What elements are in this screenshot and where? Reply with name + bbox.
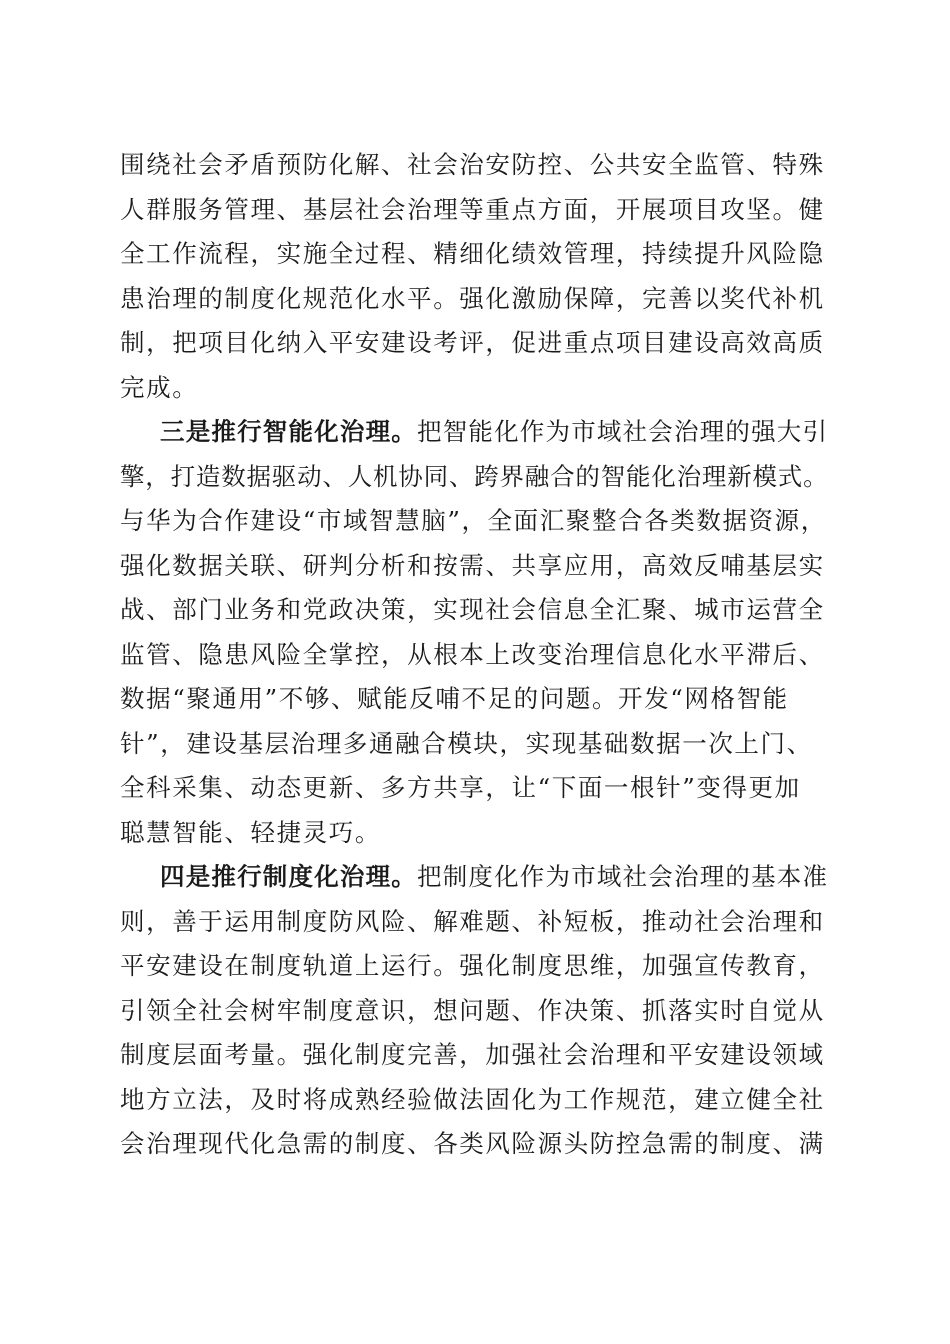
text-span: 把智能化作为市域社会治理的强大引 — [417, 417, 829, 446]
text-line: 全工作流程，实施全过程、精细化绩效管理，持续提升风险隐 — [120, 239, 825, 268]
text-line: 聪慧智能、轻捷灵巧。 — [120, 818, 381, 847]
text-span: 把制度化作为市域社会治理的基本准 — [417, 862, 829, 891]
text-line: 针”，建设基层治理多通融合模块，实现基础数据一次上门、 — [120, 729, 813, 758]
text-line: 数据“聚通用”不够、赋能反哺不足的问题。开发“网格智能 — [120, 684, 789, 713]
text-line: 引领全社会树牢制度意识，想问题、作决策、抓落实时自觉从 — [120, 996, 825, 1025]
text-line: 人群服务管理、基层社会治理等重点方面，开展项目攻坚。健 — [120, 195, 825, 224]
text-line: 患治理的制度化规范化水平。强化激励保障，完善以奖代补机 — [120, 284, 825, 313]
text-line: 则，善于运用制度防风险、解难题、补短板，推动社会治理和 — [120, 907, 825, 936]
text-line: 擎，打造数据驱动、人机协同、跨界融合的智能化治理新模式。 — [120, 462, 829, 491]
text-line: 制度层面考量。强化制度完善，加强社会治理和平安建设领域 — [120, 1040, 825, 1069]
text-line: 地方立法，及时将成熟经验做法固化为工作规范，建立健全社 — [120, 1085, 825, 1114]
text-line: 全科采集、动态更新、多方共享，让“下面一根针”变得更加 — [120, 773, 801, 802]
paragraph-lead-heading: 三是推行智能化治理。 — [160, 417, 417, 446]
text-line: 与华为合作建设“市域智慧脑”，全面汇聚整合各类数据资源， — [120, 506, 827, 535]
text-line: 平安建设在制度轨道上运行。强化制度思维，加强宣传教育， — [120, 951, 825, 980]
paragraph-lead-heading: 四是推行制度化治理。 — [160, 862, 417, 891]
text-line: 制，把项目化纳入平安建设考评，促进重点项目建设高效高质 — [120, 328, 825, 357]
text-line: 战、部门业务和党政决策，实现社会信息全汇聚、城市运营全 — [120, 595, 825, 624]
text-line: 会治理现代化急需的制度、各类风险源头防控急需的制度、满 — [120, 1129, 825, 1158]
text-line: 围绕社会矛盾预防化解、社会治安防控、公共安全监管、特殊 — [120, 150, 825, 179]
paragraph-first-line — [160, 412, 828, 452]
text-line: 强化数据关联、研判分析和按需、共享应用，高效反哺基层实 — [120, 551, 825, 580]
text-line: 完成。 — [120, 373, 199, 402]
text-line: 监管、隐患风险全掌控，从根本上改变治理信息化水平滞后、 — [120, 640, 825, 669]
paragraph-first-line — [160, 857, 828, 897]
